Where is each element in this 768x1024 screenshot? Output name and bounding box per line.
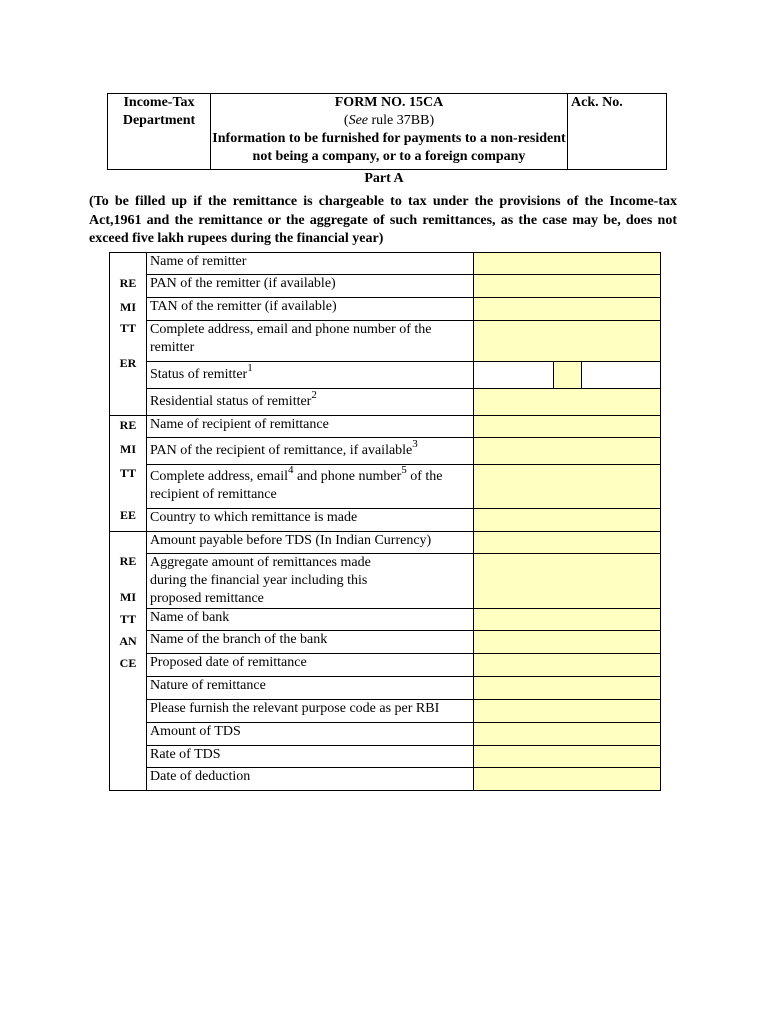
table-row <box>110 654 661 677</box>
table-row <box>110 532 661 554</box>
section-letters: RE <box>119 554 137 568</box>
footnote-ref: 5 <box>401 464 407 477</box>
table-row <box>110 677 661 700</box>
field-label: Country to which remittance is made <box>147 509 474 532</box>
field-label: PAN of the remitter (if available) <box>147 275 474 298</box>
section-letters: MI <box>120 300 136 314</box>
footnote-ref: 2 <box>311 389 317 402</box>
bank-name-input[interactable] <box>474 609 661 631</box>
table-row <box>110 609 661 631</box>
field-label <box>147 438 474 465</box>
section-letters: MI <box>120 590 136 604</box>
field-label: Amount payable before TDS (In Indian Currency) <box>147 532 474 554</box>
field-label: Proposed date of remittance <box>147 654 474 677</box>
field-label: Aggregate amount of remittances made during the financial year including this proposed remittance <box>147 554 474 609</box>
rule-reference <box>211 112 567 130</box>
table-row <box>110 723 661 746</box>
form-header-table <box>107 93 667 170</box>
section-remittance <box>110 532 147 791</box>
section-letters: EE <box>119 508 136 522</box>
table-row <box>110 700 661 723</box>
field-label: Name of recipient of remittance <box>147 416 474 438</box>
table-row <box>110 416 661 438</box>
table-row <box>110 631 661 654</box>
section-letters: TT <box>119 321 136 335</box>
section-remittee <box>110 416 147 532</box>
remitter-pan-input[interactable] <box>474 275 661 298</box>
field-label: Complete address, email and phone number of the remitter <box>147 321 474 362</box>
recipient-address-label-c: of the recipient of remittance <box>150 469 443 502</box>
form-info-line: Information to be furnished for payments to a non-resident not being a company, or to a foreign company <box>212 131 566 164</box>
recipient-pan-label: PAN of the recipient of remittance, if available <box>150 443 413 458</box>
residential-label: Residential status of remitter <box>150 394 312 409</box>
amount-tds-input[interactable] <box>474 723 661 746</box>
amount-payable-input[interactable] <box>474 532 661 554</box>
remittance-country-input[interactable] <box>474 509 661 532</box>
recipient-address-input[interactable] <box>474 465 661 509</box>
section-letters: RE <box>119 276 137 290</box>
purpose-code-input[interactable] <box>474 700 661 723</box>
field-label: Amount of TDS <box>147 723 474 746</box>
field-label: Please furnish the relevant purpose code as per RBI <box>147 700 474 723</box>
remitter-residential-input[interactable] <box>474 389 661 416</box>
status-option-1[interactable] <box>474 362 554 388</box>
section-letters: TT <box>119 612 136 626</box>
status-label: Status of remitter <box>150 367 248 382</box>
department-cell <box>108 94 211 170</box>
intro-text: (To be filled up if the remittance is chargeable to tax under the provisions of the Income-tax Act,1961 and the remittance or the aggregate of such remittances, as the case may be, does not exceed five lakh rupees during the financial year) <box>89 194 677 246</box>
field-label: Name of remitter <box>147 253 474 275</box>
rule-see: See <box>348 113 368 128</box>
section-letters: ER <box>119 356 137 370</box>
table-row <box>110 746 661 768</box>
ack-number-cell[interactable] <box>568 94 667 170</box>
table-row <box>110 389 661 416</box>
status-option-3[interactable] <box>582 362 660 388</box>
section-letters: MI <box>120 442 136 456</box>
table-row <box>110 465 661 509</box>
nature-input[interactable] <box>474 677 661 700</box>
section-letters: CE <box>119 656 137 670</box>
ack-number-label: Ack. No. <box>571 95 623 110</box>
field-label: Rate of TDS <box>147 746 474 768</box>
rate-tds-input[interactable] <box>474 746 661 768</box>
rule-open: ( <box>343 113 349 128</box>
recipient-pan-input[interactable] <box>474 438 661 465</box>
form-title-cell <box>211 94 568 170</box>
section-letters: TT <box>119 466 136 480</box>
aggregate-amount-input[interactable] <box>474 554 661 609</box>
footnote-ref: 3 <box>412 438 418 451</box>
footnote-ref: 1 <box>247 362 253 375</box>
department-label: Income-Tax Department <box>122 95 196 128</box>
table-row <box>110 554 661 609</box>
field-label: Name of bank <box>147 609 474 631</box>
form-number: FORM NO. 15CA <box>334 95 444 110</box>
date-deduction-input[interactable] <box>474 768 661 791</box>
remitter-address-input[interactable] <box>474 321 661 362</box>
remitter-status-cell <box>474 362 661 389</box>
table-row <box>110 362 661 389</box>
field-label <box>147 362 474 389</box>
field-label: Name of the branch of the bank <box>147 631 474 654</box>
section-remitter <box>110 253 147 416</box>
table-row <box>110 275 661 298</box>
table-row <box>110 253 661 275</box>
field-label <box>147 389 474 416</box>
form-table <box>109 252 661 791</box>
field-label <box>147 465 474 509</box>
status-option-2[interactable] <box>554 362 582 388</box>
field-label: Date of deduction <box>147 768 474 791</box>
recipient-address-label-b: and phone number <box>293 469 402 484</box>
section-letters: RE <box>119 418 137 432</box>
bank-branch-input[interactable] <box>474 631 661 654</box>
recipient-address-label-a: Complete address, email <box>150 469 289 484</box>
footnote-ref: 4 <box>288 464 294 477</box>
section-letters: AN <box>119 634 137 648</box>
table-row <box>110 768 661 791</box>
part-title: Part A <box>364 171 404 186</box>
remitter-tan-input[interactable] <box>474 298 661 321</box>
remitter-name-input[interactable] <box>474 253 661 275</box>
field-label: Nature of remittance <box>147 677 474 700</box>
recipient-name-input[interactable] <box>474 416 661 438</box>
rule-text: rule 37BB) <box>368 113 435 128</box>
table-row <box>110 298 661 321</box>
table-row <box>110 438 661 465</box>
table-row <box>110 509 661 532</box>
table-row <box>110 321 661 362</box>
field-label: TAN of the remitter (if available) <box>147 298 474 321</box>
proposed-date-input[interactable] <box>474 654 661 677</box>
